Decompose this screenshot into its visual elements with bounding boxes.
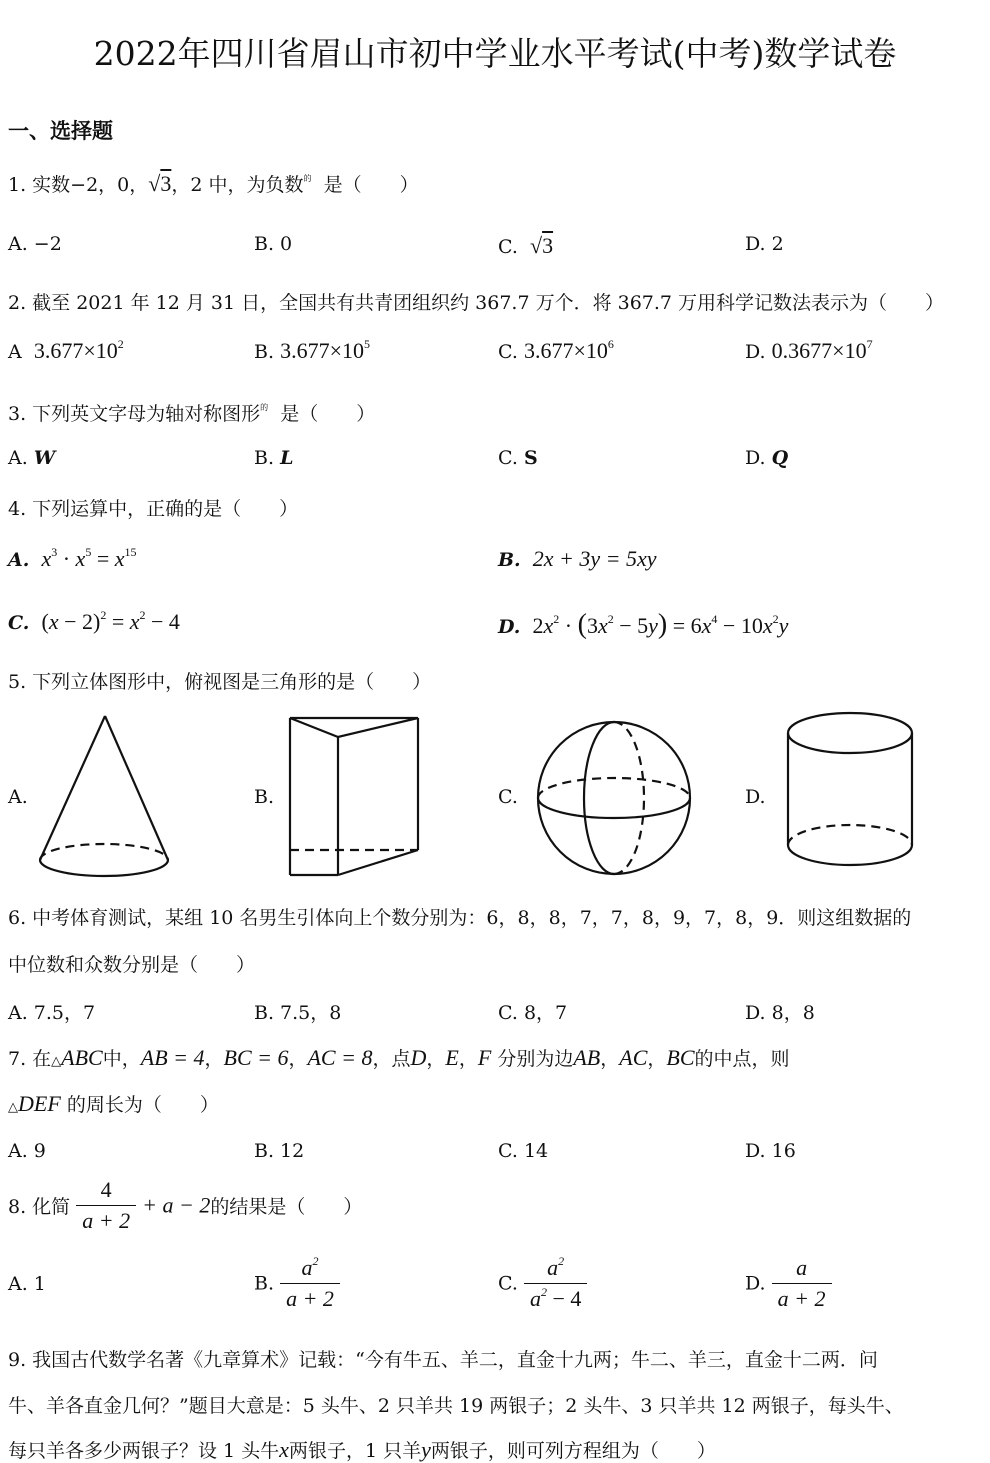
q6-option-d: D. 8，8 bbox=[745, 1002, 815, 1024]
q3-option-c: C. S bbox=[498, 447, 538, 469]
q3-a-letter: W bbox=[33, 447, 56, 469]
question-7-line1: 7. 在△ABC中，AB = 4，BC = 6，AC = 8，点D，E，F 分别为边AB，AC，BC的中点，则 bbox=[8, 1045, 790, 1070]
q4-c-label: C. bbox=[8, 612, 30, 634]
q8-option-b: B. $\frac{a^2}{a + 2}$ bbox=[254, 1255, 340, 1312]
q1-option-c bbox=[498, 233, 553, 259]
question-8 bbox=[8, 1177, 362, 1234]
q3-option-a: A. W bbox=[8, 447, 56, 469]
q2-option-a bbox=[8, 338, 124, 364]
q4-b-math: 2x + 3y = 5xy bbox=[532, 546, 657, 571]
q4-a-math: $x^3 \cdot x^5 = x^{15}$ bbox=[41, 545, 137, 571]
q3-option-d: D. Q bbox=[745, 447, 789, 469]
question-1 bbox=[8, 170, 419, 197]
q7-option-c: C. 14 bbox=[498, 1140, 549, 1162]
question-7-line2: △DEF 的周长为（ ） bbox=[8, 1091, 219, 1116]
q1-option-b: B. 0 bbox=[254, 233, 293, 255]
q3-option-b: B. L bbox=[254, 447, 294, 469]
q2-option-d bbox=[745, 338, 873, 364]
question-4: 4. 下列运算中，正确的是（ ） bbox=[8, 498, 299, 520]
q1-sqrt: √3 bbox=[148, 171, 172, 196]
q8-option-a: A. 1 bbox=[8, 1273, 46, 1295]
page-title: 2022年四川省眉山市初中学业水平考试(中考)数学试卷 bbox=[93, 34, 897, 73]
q5-option-c: C. bbox=[498, 786, 518, 808]
q6-option-b: B. 7.5，8 bbox=[254, 1002, 342, 1024]
sphere-icon bbox=[530, 710, 700, 885]
q4-option-d bbox=[498, 609, 788, 641]
q5-option-b: B. bbox=[254, 786, 275, 808]
q1-text: 1. 实数−2，0， bbox=[8, 174, 149, 196]
question-9-line2: 牛、羊各直金几何？”题目大意是：5 头牛、2 只羊共 19 两银子；2 头牛、3 只羊共 12 两银子，每头牛、 bbox=[8, 1395, 904, 1417]
cylinder-icon bbox=[780, 705, 925, 885]
q7-option-b: B. 12 bbox=[254, 1140, 305, 1162]
q1-option-c-label: C. bbox=[498, 236, 518, 258]
question-9-line3: 每只羊各多少两银子？设 1 头牛x两银子，1 只羊y两银子，则可列方程组为（ ） bbox=[8, 1437, 716, 1462]
q3-d-letter: Q bbox=[771, 447, 789, 469]
q8-tail: + a − 2 bbox=[142, 1192, 211, 1218]
section-heading: 一、选择题 bbox=[8, 118, 113, 143]
q8-b-fraction: $\frac{a^2}{a + 2}$ bbox=[280, 1255, 340, 1312]
q2-d-math: $0.3677\times 10^7$ bbox=[771, 337, 873, 363]
q2-c-math: $3.677\times 10^6$ bbox=[523, 337, 614, 363]
q2-a-label: A bbox=[8, 341, 22, 363]
q8-text: 8. 化简 bbox=[8, 1196, 71, 1218]
q2-option-c bbox=[498, 338, 614, 364]
q3-text: 3. 下列英文字母为轴对称图形 bbox=[8, 403, 261, 425]
q8-c-fraction: $\frac{a^2}{a^2 - 4}$ bbox=[524, 1255, 587, 1312]
q2-d-label: D. bbox=[745, 341, 766, 363]
q2-b-label: B. bbox=[254, 341, 275, 363]
q1-option-a: A. −2 bbox=[8, 233, 62, 255]
q5-option-a: A. bbox=[8, 786, 28, 808]
q8-d-fraction: $\frac{a}{a + 2}$ bbox=[772, 1255, 832, 1312]
q6-option-c: C. 8，7 bbox=[498, 1002, 568, 1024]
q1-text-c: 是（ ） bbox=[323, 174, 419, 196]
triangular-prism-icon bbox=[282, 710, 427, 885]
q8-option-d: D. $\frac{a}{a + 2}$ bbox=[745, 1255, 832, 1312]
q7-option-d: D. 16 bbox=[745, 1140, 796, 1162]
q1-option-c-sqrt: √3 bbox=[530, 233, 554, 258]
q4-option-a bbox=[8, 546, 137, 572]
q4-option-b bbox=[498, 546, 657, 572]
q4-c-math: $(x - 2)^2 = x^2 - 4$ bbox=[41, 608, 180, 634]
q5-option-d: D. bbox=[745, 786, 766, 808]
q6-option-a: A. 7.5，7 bbox=[8, 1002, 96, 1024]
q3-b-letter: L bbox=[280, 447, 294, 469]
q4-d-label: D. bbox=[498, 616, 521, 638]
q8-fraction: $\frac{4}{a + 2}$ bbox=[76, 1177, 136, 1234]
question-2: 2. 截至 2021 年 12 月 31 日，全国共有共青团组织约 367.7 万个．将 367.7 万用科学记数法表示为（ ） bbox=[8, 292, 945, 314]
question-6-line2: 中位数和众数分别是（ ） bbox=[8, 954, 256, 976]
q3-c-letter: S bbox=[523, 447, 538, 469]
q4-b-label: B. bbox=[498, 549, 521, 571]
q1-option-d: D. 2 bbox=[745, 233, 784, 255]
q8-text-b: 的结果是（ ） bbox=[210, 1196, 363, 1218]
q2-b-math: $3.677\times 10^5$ bbox=[280, 337, 370, 363]
q8-option-c: C. $\frac{a^2}{a^2 - 4}$ bbox=[498, 1255, 587, 1312]
cone-icon bbox=[30, 710, 180, 885]
question-5: 5. 下列立体图形中，俯视图是三角形的是（ ） bbox=[8, 671, 432, 693]
q3-mark: 的 bbox=[260, 403, 269, 412]
q4-option-c bbox=[8, 609, 180, 635]
q4-d-math: $2x^2 \cdot (3x^2 - 5y) = 6x^4 - 10x^2y$ bbox=[532, 609, 789, 640]
question-6-line1: 6. 中考体育测试，某组 10 名男生引体向上个数分别为：6，8，8，7，7，8，9，7，8，9．则这组数据的 bbox=[8, 907, 912, 929]
q2-c-label: C. bbox=[498, 341, 518, 363]
q2-a-math: $3.677\times 10^2$ bbox=[33, 337, 124, 363]
q1-text-b: ，2 中，为负数 bbox=[171, 174, 304, 196]
q7-option-a: A. 9 bbox=[8, 1140, 46, 1162]
q1-mark: 的 bbox=[303, 174, 312, 183]
question-3 bbox=[8, 399, 375, 426]
q2-option-b bbox=[254, 338, 370, 364]
q3-text-b: 是（ ） bbox=[280, 403, 376, 425]
q4-a-label: A. bbox=[8, 549, 30, 571]
question-9-line1: 9. 我国古代数学名著《九章算术》记载：“今有牛五、羊二，直金十九两；牛二、羊三，直金十二两．问 bbox=[8, 1349, 878, 1371]
